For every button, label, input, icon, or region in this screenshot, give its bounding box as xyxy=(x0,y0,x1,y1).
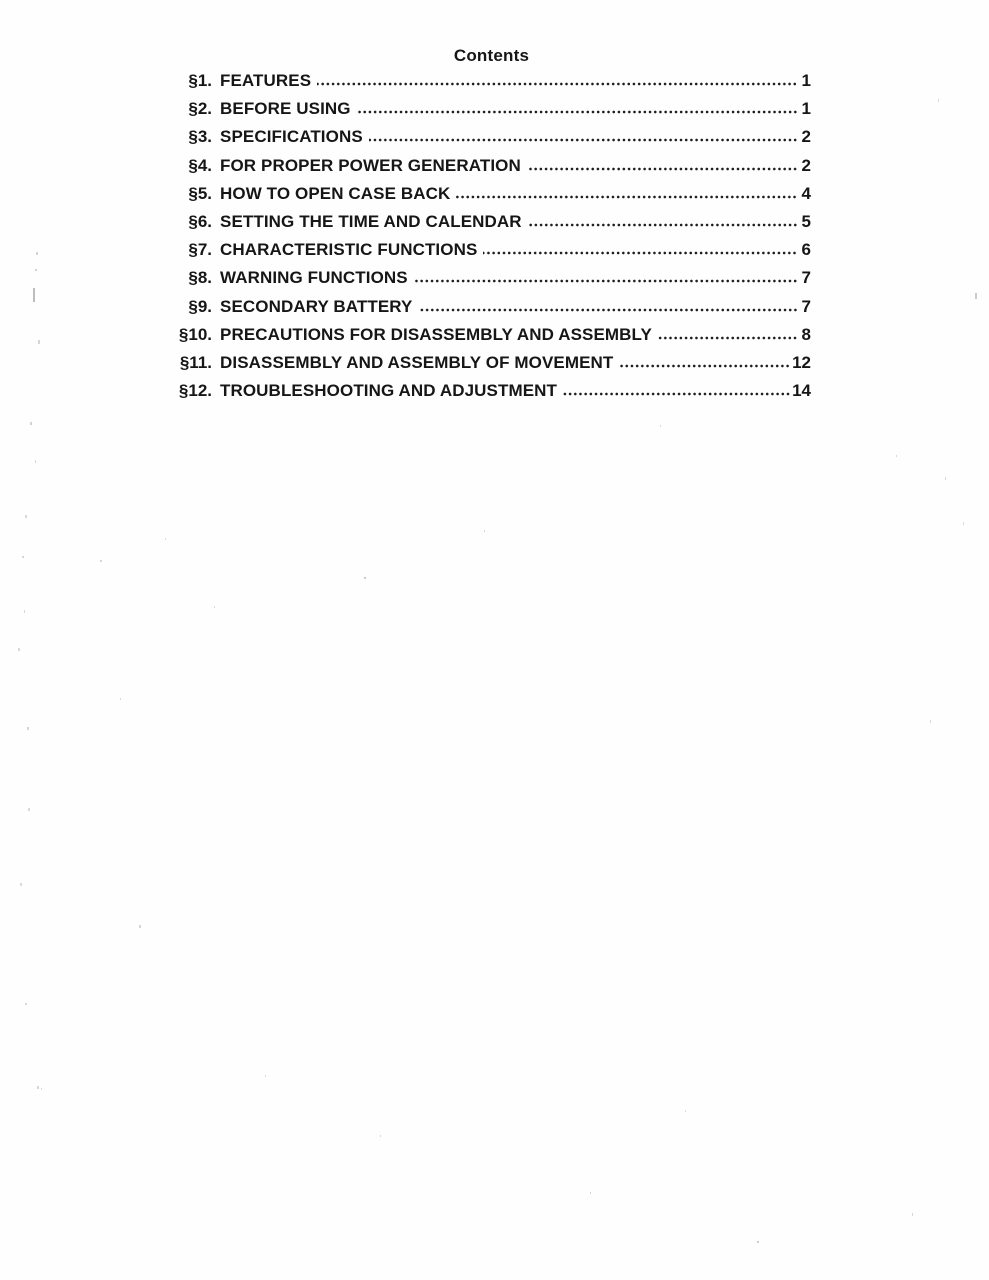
scan-speck xyxy=(28,808,30,811)
scan-speck xyxy=(33,288,35,302)
dot-leader-icon xyxy=(456,195,798,199)
toc-entry xyxy=(165,349,811,377)
toc-entry xyxy=(165,264,811,292)
scan-speck xyxy=(484,530,485,532)
toc-entry-number: §7. xyxy=(188,240,212,260)
toc-entry-number: §1. xyxy=(188,71,212,90)
toc-entry-label: SPECIFICATIONS xyxy=(220,127,363,147)
toc-entry-number: §2. xyxy=(188,99,212,119)
toc-entry-number: §11. xyxy=(179,352,212,372)
toc-entry-label: DISASSEMBLY AND ASSEMBLY OF MOVEMENT xyxy=(220,352,614,372)
scan-speck xyxy=(660,425,661,427)
scan-speck xyxy=(590,1192,591,1194)
scan-speck xyxy=(120,698,121,700)
dot-leader-icon xyxy=(619,364,791,368)
dot-leader-icon xyxy=(414,279,798,283)
toc-entry xyxy=(165,95,811,123)
scan-speck xyxy=(214,606,215,608)
dot-leader-icon xyxy=(527,167,798,171)
dot-leader-icon xyxy=(483,251,798,255)
scan-speck xyxy=(36,252,38,255)
scan-speck xyxy=(165,538,166,540)
dot-leader-icon xyxy=(317,82,798,86)
toc-entry-page: 1 xyxy=(801,71,811,90)
toc-entry-label: TROUBLESHOOTING AND ADJUSTMENT xyxy=(220,381,558,401)
toc-entry-page: 1 xyxy=(801,99,811,119)
toc-entry-number: §5. xyxy=(188,183,212,203)
toc-entry-label: HOW TO OPEN CASE BACK xyxy=(220,183,451,203)
scan-speck xyxy=(24,610,25,613)
toc-entry-number: §3. xyxy=(188,127,212,147)
toc-entry xyxy=(165,293,811,321)
scan-speck xyxy=(963,522,964,525)
scan-speck xyxy=(975,293,977,299)
toc-entry-label: FEATURES xyxy=(220,71,312,90)
scan-speck xyxy=(25,515,27,518)
dot-leader-icon xyxy=(419,308,799,312)
toc-entry-label: SECONDARY BATTERY xyxy=(220,296,413,316)
scan-speck xyxy=(37,1086,39,1089)
scan-speck xyxy=(30,422,32,425)
toc-entry-number: §9. xyxy=(188,296,212,316)
scan-speck xyxy=(945,477,946,480)
toc-entry-page: 14 xyxy=(792,381,811,401)
page-title: Contents xyxy=(453,46,530,65)
scan-speck xyxy=(930,720,931,723)
toc-entry xyxy=(165,208,811,236)
toc-entry-number: §6. xyxy=(188,211,212,231)
dot-leader-icon xyxy=(528,223,798,227)
toc-entry-page: 7 xyxy=(801,268,811,288)
toc-entry-page: 4 xyxy=(801,183,811,203)
scan-speck xyxy=(20,883,22,886)
toc-entry-label: WARNING FUNCTIONS xyxy=(220,268,408,288)
toc-entry-page: 12 xyxy=(792,352,811,372)
scan-speck xyxy=(18,648,20,651)
scan-speck xyxy=(364,577,366,579)
toc-entry-number: §12. xyxy=(178,381,212,401)
toc-entry xyxy=(165,180,811,208)
toc-entry-label: PRECAUTIONS FOR DISASSEMBLY AND ASSEMBLY xyxy=(220,324,652,344)
scan-speck xyxy=(938,99,939,102)
scan-speck xyxy=(22,556,24,558)
toc-entry-label: SETTING THE TIME AND CALENDAR xyxy=(220,211,522,231)
dot-leader-icon xyxy=(563,392,791,396)
scan-speck xyxy=(265,1075,266,1077)
toc-entry-page: 7 xyxy=(801,296,811,316)
scan-speck xyxy=(100,560,102,562)
scan-speck xyxy=(25,1003,27,1005)
scan-speck xyxy=(35,269,37,271)
toc-entry xyxy=(165,123,811,151)
scan-speck xyxy=(35,460,36,463)
toc-entry-number: §10. xyxy=(178,324,212,344)
scan-speck xyxy=(380,1135,381,1137)
toc-entry xyxy=(165,236,811,264)
scan-speck xyxy=(757,1241,759,1243)
dot-leader-icon xyxy=(357,110,798,114)
dot-leader-icon xyxy=(658,336,798,340)
scan-speck xyxy=(41,1088,42,1090)
toc-entry-page: 2 xyxy=(801,127,811,147)
toc-entry xyxy=(165,377,811,405)
scan-speck xyxy=(27,727,29,730)
toc-entry-label: CHARACTERISTIC FUNCTIONS xyxy=(220,240,478,260)
scan-speck xyxy=(912,1213,913,1216)
toc-entry xyxy=(165,321,811,349)
toc-entry-number: §4. xyxy=(188,155,212,175)
toc-entry-label: FOR PROPER POWER GENERATION xyxy=(220,155,521,175)
toc-entry-label: BEFORE USING xyxy=(220,99,351,119)
toc-entry-page: 8 xyxy=(801,324,811,344)
toc-entry-page: 5 xyxy=(801,211,811,231)
scan-speck xyxy=(139,925,141,928)
scan-speck xyxy=(685,1110,686,1112)
toc-entry-page: 2 xyxy=(801,155,811,175)
toc-entry-page: 6 xyxy=(801,240,811,260)
toc-entry xyxy=(165,67,811,95)
scan-speck xyxy=(38,340,40,344)
dot-leader-icon xyxy=(369,138,798,142)
toc-entry-number: §8. xyxy=(188,268,212,288)
toc-entry xyxy=(165,152,811,180)
scan-speck xyxy=(896,455,897,457)
table-of-contents xyxy=(165,67,811,405)
